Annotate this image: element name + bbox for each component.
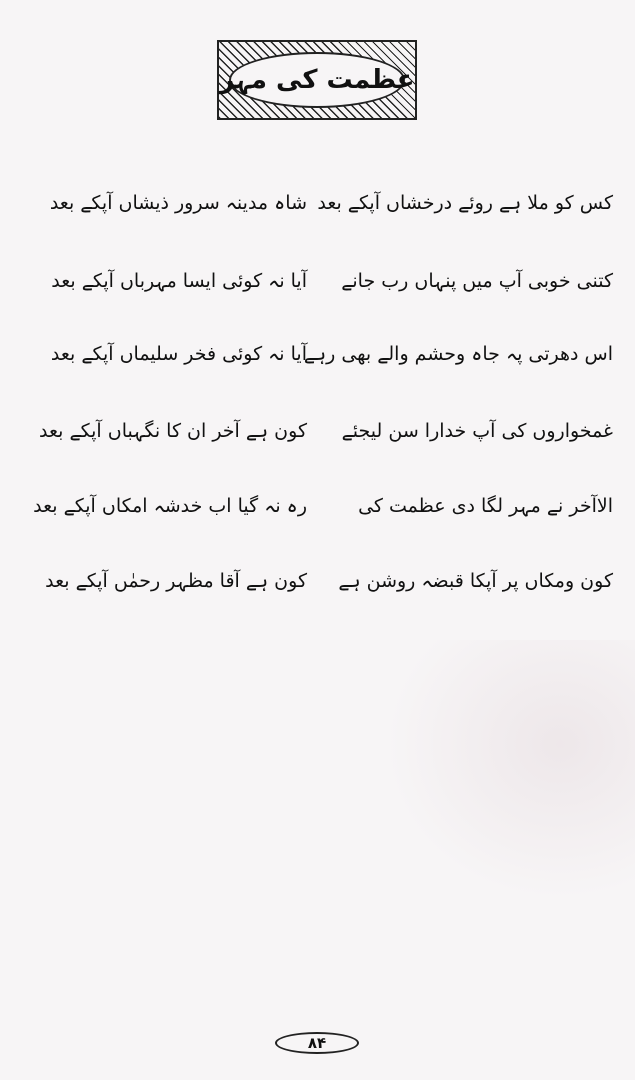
verse-1 [0,183,635,223]
verse-1-second-line: شاہ مدینہ سرور ذیشاں آپکے بعد [49,192,307,214]
verse-6-first-line: کون ومکاں پر آپکا قبضہ روشن ہے [338,570,613,592]
verse-6 [0,561,635,601]
verse-5-first-line: الاآخر نے مہر لگا دی عظمت کی [358,495,613,517]
verse-3-first-line: اس دھرتی پہ جاہ وحشم والے بھی رہے [303,343,613,365]
verse-3-second-line: آیا نہ کوئی فخر سلیماں آپکے بعد [50,343,307,365]
verse-4 [0,411,635,451]
verse-1-first-line: کس کو ملا ہے روئے درخشاں آپکے بعد [317,192,613,214]
verse-6-second-line: کون ہے آقا مظہر رحمٰں آپکے بعد [45,570,307,592]
page-title: عظمت کی مہر [219,65,415,95]
verse-5 [0,486,635,526]
verse-2 [0,261,635,301]
verse-2-first-line: کتنی خوبی آپ میں پنہاں رب جانے [341,270,613,292]
verse-4-first-line: غمخواروں کی آپ خدارا سن لیجئے [341,420,613,442]
page-number: ۸۴ [307,1034,327,1052]
verse-4-second-line: کون ہے آخر ان کا نگہباں آپکے بعد [39,420,307,442]
verse-2-second-line: آیا نہ کوئی ایسا مہرباں آپکے بعد [51,270,307,292]
verse-5-second-line: رہ نہ گیا اب خدشہ امکاں آپکے بعد [33,495,307,517]
verse-3 [0,334,635,374]
page-number-cartouche [275,1032,359,1054]
paper-discoloration [385,640,635,900]
title-cartouche [219,52,415,108]
title-frame [217,40,417,120]
